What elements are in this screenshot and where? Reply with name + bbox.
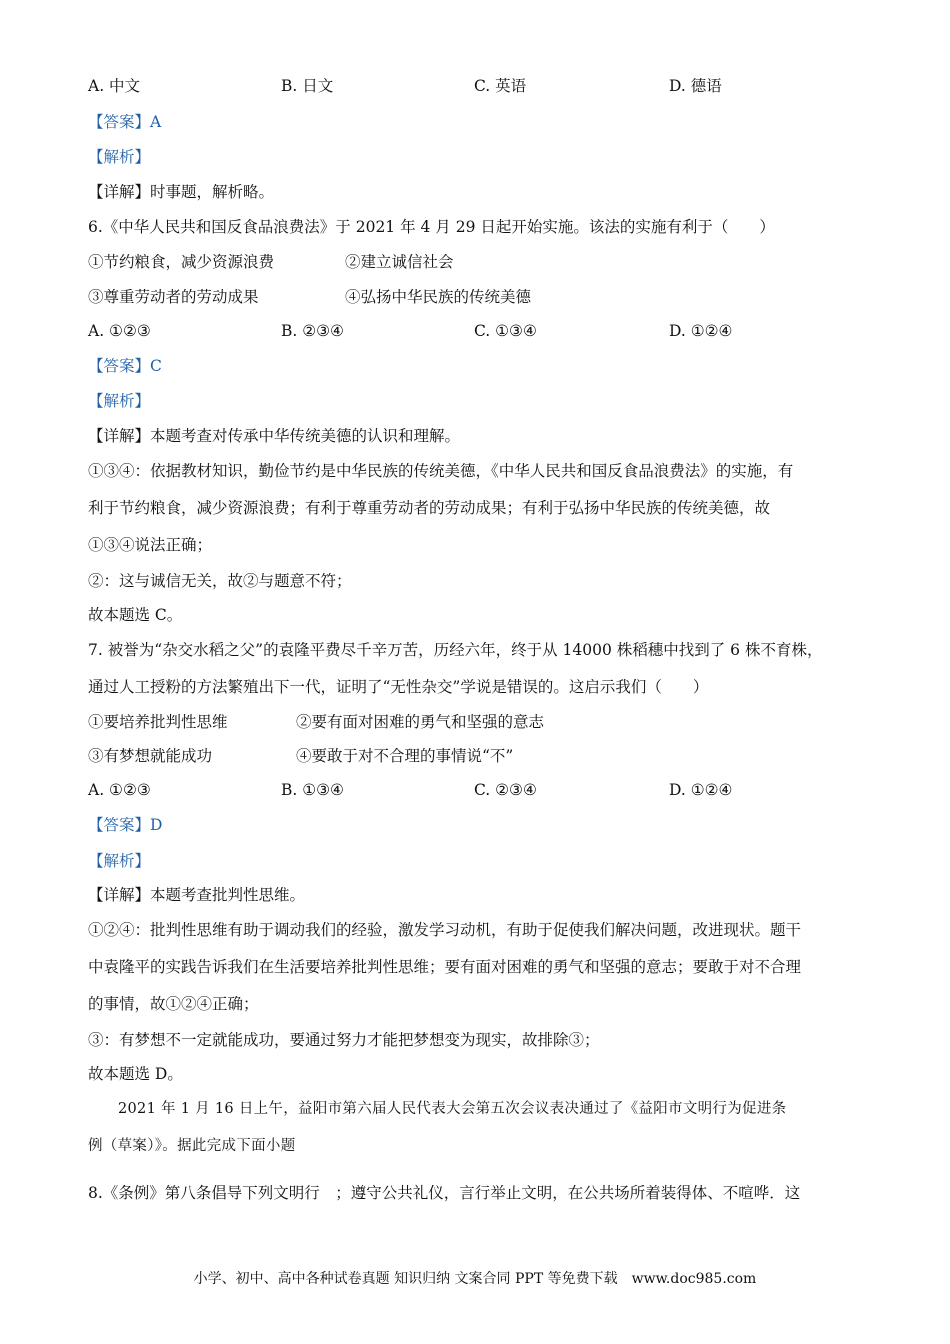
q7-stem-2: 通过人工授粉的方法繁殖出下一代，证明了“无性杂交”学说是错误的。这启示我们（ ） bbox=[88, 678, 709, 696]
material-intro-line-1: 2021 年 1 月 16 日上午，益阳市第六届人民代表大会第五次会议表决通过了《益阳市文明行为促进条 bbox=[118, 1101, 787, 1117]
q5-detail: 【详解】时事题，解析略。 bbox=[88, 183, 275, 201]
q5-option-a: A. 中文 bbox=[88, 77, 141, 95]
q7-detail: 【详解】本题考查批判性思维。 bbox=[88, 886, 306, 904]
q6-explanation-2: 利于节约粮食，减少资源浪费；有利于尊重劳动者的劳动成果；有利于弘扬中华民族的传统美德，故 bbox=[88, 499, 771, 517]
q6-option-b: B. ②③④ bbox=[281, 322, 344, 340]
q7-statement-4: ④要敢于对不合理的事情说“不” bbox=[296, 747, 514, 765]
q6-explanation-1: ①③④：依据教材知识，勤俭节约是中华民族的传统美德，《中华人民共和国反食品浪费法》的实施，有 bbox=[88, 462, 794, 480]
page-footer: 小学、初中、高中各种试卷真题 知识归纳 文案合同 PPT 等免费下载 www.doc985.com bbox=[193, 1271, 757, 1287]
q7-statement-1: ①要培养批判性思维 bbox=[88, 713, 228, 731]
q6-detail: 【详解】本题考查对传承中华传统美德的认识和理解。 bbox=[88, 427, 461, 445]
q7-explanation-3: 的事情，故①②④正确； bbox=[88, 995, 259, 1013]
q5-answer: 【答案】A bbox=[88, 113, 162, 131]
q6-statement-3: ③尊重劳动者的劳动成果 bbox=[88, 288, 259, 306]
q7-conclusion: 故本题选 D。 bbox=[88, 1065, 183, 1083]
q6-option-a: A. ①②③ bbox=[88, 322, 151, 340]
q6-analysis-label: 【解析】 bbox=[88, 392, 151, 410]
q6-option-c: C. ①③④ bbox=[474, 322, 537, 340]
q5-analysis-label: 【解析】 bbox=[88, 148, 151, 166]
q5-option-d: D. 德语 bbox=[669, 77, 722, 95]
q7-statement-3: ③有梦想就能成功 bbox=[88, 747, 213, 765]
q5-option-b: B. 日文 bbox=[281, 77, 334, 95]
q7-analysis-label: 【解析】 bbox=[88, 852, 151, 870]
q7-answer: 【答案】D bbox=[88, 816, 163, 834]
q6-answer: 【答案】C bbox=[88, 357, 162, 375]
material-intro-line-2: 例（草案）》。据此完成下面小题 bbox=[88, 1138, 296, 1154]
q5-option-c: C. 英语 bbox=[474, 77, 527, 95]
q6-stem: 6.《中华人民共和国反食品浪费法》于 2021 年 4 月 29 日起开始实施。该法的实施有利于（ ） bbox=[88, 218, 775, 236]
q7-explanation-1: ①②④：批判性思维有助于调动我们的经验，激发学习动机，有助于促使我们解决问题，改进现状。题干 bbox=[88, 921, 802, 939]
q6-statement-1: ①节约粮食，减少资源浪费 bbox=[88, 253, 275, 271]
q7-option-a: A. ①②③ bbox=[88, 781, 151, 799]
q6-option-d: D. ①②④ bbox=[669, 322, 733, 340]
q7-explanation-2: 中袁隆平的实践告诉我们在生活要培养批判性思维；要有面对困难的勇气和坚强的意志；要敢于对不合理 bbox=[88, 958, 802, 976]
q6-conclusion: 故本题选 C。 bbox=[88, 606, 183, 624]
q6-explanation-4: ②：这与诚信无关，故②与题意不符； bbox=[88, 572, 352, 590]
q7-option-d: D. ①②④ bbox=[669, 781, 733, 799]
q6-statement-2: ②建立诚信社会 bbox=[345, 253, 454, 271]
q7-option-b: B. ①③④ bbox=[281, 781, 344, 799]
q6-statement-4: ④弘扬中华民族的传统美德 bbox=[345, 288, 532, 306]
q7-option-c: C. ②③④ bbox=[474, 781, 537, 799]
q7-explanation-4: ③：有梦想不一定就能成功，要通过努力才能把梦想变为现实，故排除③； bbox=[88, 1031, 600, 1049]
q6-explanation-3: ①③④说法正确； bbox=[88, 536, 213, 554]
q7-stem-1: 7. 被誉为“杂交水稻之父”的袁隆平费尽千辛万苦，历经六年，终于从 14000 株稻穗中找到了 6 株不育株， bbox=[88, 641, 823, 659]
q7-statement-2: ②要有面对困难的勇气和坚强的意志 bbox=[296, 713, 545, 731]
q8-stem: 8.《条例》第八条倡导下列文明行 ；遵守公共礼仪，言行举止文明，在公共场所着装得体、不喧哗．这 bbox=[88, 1184, 801, 1202]
